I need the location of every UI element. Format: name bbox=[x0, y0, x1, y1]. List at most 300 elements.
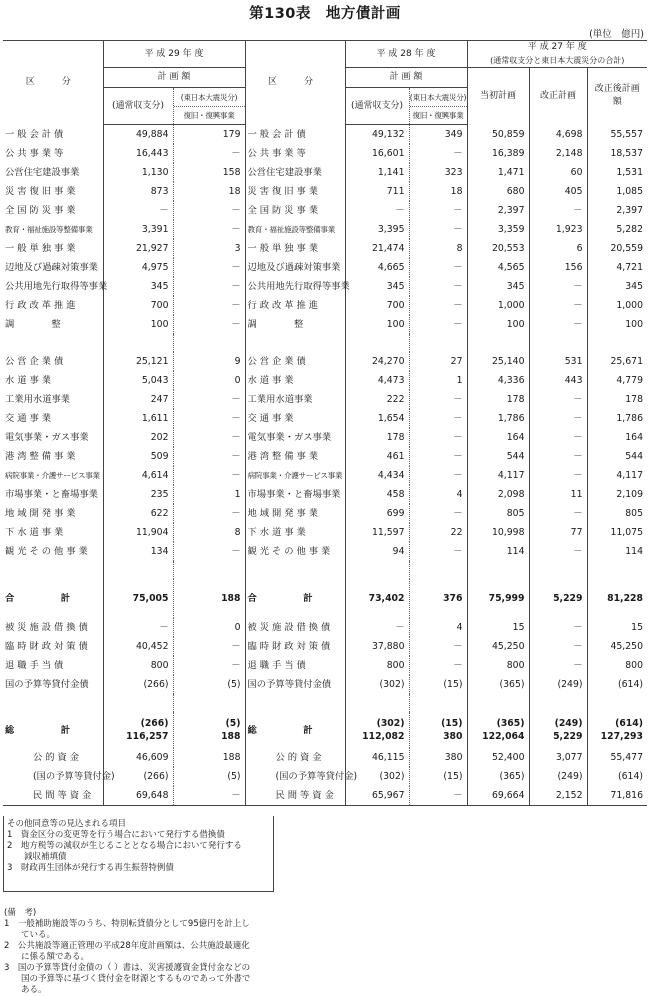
row-label-2: 観 光 そ の 他 事 業 bbox=[245, 542, 345, 561]
blank-cell bbox=[245, 334, 345, 352]
row-label-2: 公 共 事 業 等 bbox=[245, 144, 345, 163]
row-label: 災 害 復 旧 事 業 bbox=[5, 186, 76, 197]
cell-fy27-initial: (365) bbox=[467, 675, 529, 694]
blank-row bbox=[3, 561, 647, 579]
cell-fy27-revised: 178 bbox=[587, 390, 647, 409]
cell-fy27-revision: － bbox=[529, 466, 587, 485]
cell-fy27-revised: 164 bbox=[587, 428, 647, 447]
cell-fy28-shinsai: － bbox=[409, 428, 467, 447]
row-label: 観 光 そ の 他 事 業 bbox=[5, 546, 88, 557]
row-label-2: 行 政 改 革 推 進 bbox=[245, 296, 345, 315]
table-row bbox=[3, 296, 647, 315]
sokei-cell bbox=[467, 712, 529, 748]
header-row-1 bbox=[3, 41, 647, 68]
table-row bbox=[3, 656, 647, 675]
header-keikakugaku-29: 計 画 額 bbox=[103, 68, 245, 88]
cell-fy27-revised: 114 bbox=[587, 542, 647, 561]
row-label-2: 市場事業・と畜場事業 bbox=[245, 485, 345, 504]
cell-fy29-shinsai: 3 bbox=[173, 239, 245, 258]
cell-fy29-normal: 25,121 bbox=[103, 352, 173, 371]
table-row bbox=[3, 675, 647, 694]
table-row bbox=[3, 315, 647, 334]
cell-fy29-shinsai: － bbox=[173, 542, 245, 561]
cell-fy29-shinsai: 188 bbox=[173, 579, 245, 618]
sokei-row bbox=[3, 712, 647, 748]
cell-fy28-normal: 4,665 bbox=[345, 258, 409, 277]
cell-fy27-revision: － bbox=[529, 542, 587, 561]
row-label-2: 港 湾 整 備 事 業 bbox=[245, 447, 345, 466]
row-label: 地 域 開 発 事 業 bbox=[5, 508, 76, 519]
cell-fy29-normal: 235 bbox=[103, 485, 173, 504]
cell-fy29-shinsai: 9 bbox=[173, 352, 245, 371]
sokei-bracket-value: (365) bbox=[496, 718, 525, 729]
cell: (249) bbox=[529, 767, 587, 786]
cell: (266) bbox=[103, 767, 173, 786]
cell: (365) bbox=[467, 767, 529, 786]
remark-line: 3 国の予算等貸付金債の（ ）書は、災害援護資金貸付金などの bbox=[4, 963, 251, 973]
row-label: 一 般 単 独 事 業 bbox=[5, 243, 76, 254]
header-fy29: 平 成 29 年 度 bbox=[103, 41, 245, 68]
sokei-bracket-value: (302) bbox=[376, 718, 405, 729]
row-label: 被 災 施 設 借 換 債 bbox=[5, 622, 88, 633]
cell-fy27-revised: 4,117 bbox=[587, 466, 647, 485]
cell: 46,115 bbox=[345, 748, 409, 767]
table-row bbox=[3, 637, 647, 656]
cell-fy27-initial: 1,471 bbox=[467, 163, 529, 182]
row-label-2: 一 般 単 独 事 業 bbox=[245, 239, 345, 258]
blank-cell bbox=[345, 561, 409, 579]
cell-fy29-normal: 509 bbox=[103, 447, 173, 466]
blank-cell bbox=[529, 334, 587, 352]
cell-fy28-shinsai: － bbox=[409, 258, 467, 277]
footnote-line: 1 資金区分の変更等を行う場合において発行する借換債 bbox=[7, 830, 225, 840]
cell-fy29-normal: 3,391 bbox=[103, 220, 173, 239]
remark-line: に係る額である。 bbox=[4, 952, 90, 962]
cell-fy27-initial: 164 bbox=[467, 428, 529, 447]
row-label: 公 営 企 業 債 bbox=[5, 356, 64, 367]
cell-fy29-normal: 247 bbox=[103, 390, 173, 409]
row-label-2: 合 計 bbox=[245, 579, 345, 618]
cell-fy29-shinsai: － bbox=[173, 428, 245, 447]
cell-fy28-shinsai: 8 bbox=[409, 239, 467, 258]
table-row bbox=[3, 258, 647, 277]
sokei-total-value: 122,064 bbox=[482, 731, 525, 742]
blank-cell bbox=[409, 334, 467, 352]
blank-cell bbox=[245, 561, 345, 579]
sokei-cell bbox=[409, 712, 467, 748]
cell-fy27-initial: 114 bbox=[467, 542, 529, 561]
row-label-2: 工業用水道事業 bbox=[245, 390, 345, 409]
cell-fy27-revision: 2,148 bbox=[529, 144, 587, 163]
cell-fy27-revision: － bbox=[529, 409, 587, 428]
blank-cell bbox=[587, 561, 647, 579]
cell-fy29-shinsai: 179 bbox=[173, 125, 245, 145]
cell-fy28-normal: 222 bbox=[345, 390, 409, 409]
table-row bbox=[3, 409, 647, 428]
row-label: 公営住宅建設事業 bbox=[5, 167, 80, 178]
cell-fy29-normal: 5,043 bbox=[103, 371, 173, 390]
cell-fy27-revised: (614) bbox=[587, 675, 647, 694]
cell-fy28-shinsai: 376 bbox=[409, 579, 467, 618]
header-fy28: 平 成 28 年 度 bbox=[345, 41, 467, 68]
cell-fy28-normal: 461 bbox=[345, 447, 409, 466]
cell-fy27-revised: 15 bbox=[587, 618, 647, 637]
header-kubun: 区 分 bbox=[3, 41, 103, 125]
cell-fy29-shinsai: － bbox=[173, 504, 245, 523]
blank-cell bbox=[409, 694, 467, 712]
cell-fy28-shinsai: 323 bbox=[409, 163, 467, 182]
cell-fy29-normal: (266) bbox=[103, 675, 173, 694]
row-label: 一 般 会 計 債 bbox=[5, 128, 64, 140]
sokei-label: 総 計 bbox=[5, 724, 71, 736]
footnote-line: 2 地方税等の減収が生じることとなる場合において発行する bbox=[7, 841, 242, 851]
funding-label-2: (国の予算等貸付金) bbox=[245, 767, 345, 786]
cell-fy29-shinsai: － bbox=[173, 296, 245, 315]
cell-fy28-shinsai: － bbox=[409, 220, 467, 239]
header-fukkyu-28: 復旧・復興事業 bbox=[412, 110, 464, 120]
cell: 52,400 bbox=[467, 748, 529, 767]
cell-fy28-normal: 4,473 bbox=[345, 371, 409, 390]
header-kaisei: 改正計画 bbox=[529, 68, 587, 125]
funding-label-2: 公 的 資 金 bbox=[245, 748, 345, 767]
cell-fy27-initial: 50,859 bbox=[467, 125, 529, 145]
cell-fy28-shinsai: － bbox=[409, 447, 467, 466]
cell-fy28-normal: 458 bbox=[345, 485, 409, 504]
cell-fy27-initial: 25,140 bbox=[467, 352, 529, 371]
cell-fy29-shinsai: － bbox=[173, 447, 245, 466]
cell-fy27-initial: 10,998 bbox=[467, 523, 529, 542]
cell-fy27-initial: 4,117 bbox=[467, 466, 529, 485]
cell-fy29-normal: － bbox=[103, 201, 173, 220]
cell-fy29-shinsai: 1 bbox=[173, 485, 245, 504]
cell-fy27-revised: 2,397 bbox=[587, 201, 647, 220]
funding-label: 公 的 資 金 bbox=[33, 752, 80, 763]
row-label: 臨 時 財 政 対 策 債 bbox=[5, 641, 88, 652]
cell-fy29-normal: 75,005 bbox=[103, 579, 173, 618]
cell-fy27-initial: 680 bbox=[467, 182, 529, 201]
cell-fy28-shinsai: 4 bbox=[409, 618, 467, 637]
cell-fy27-initial: 2,098 bbox=[467, 485, 529, 504]
table-row bbox=[3, 390, 647, 409]
cell: 65,967 bbox=[345, 786, 409, 806]
header-fy27-sub: (通常収支分と東日本大震災分の合計) bbox=[490, 56, 625, 65]
cell-fy29-shinsai: － bbox=[173, 315, 245, 334]
table-row bbox=[3, 504, 647, 523]
row-label-2: 辺地及び過疎対策事業 bbox=[245, 258, 345, 277]
sokei-cell bbox=[345, 712, 409, 748]
blank-cell bbox=[467, 561, 529, 579]
cell-fy27-initial: 75,999 bbox=[467, 579, 529, 618]
row-label-2: 下 水 道 事 業 bbox=[245, 523, 345, 542]
cell-fy29-normal: 800 bbox=[103, 656, 173, 675]
sokei-total-value: 188 bbox=[221, 731, 241, 742]
cell-fy28-normal: 11,597 bbox=[345, 523, 409, 542]
cell-fy27-revision: － bbox=[529, 637, 587, 656]
row-label-2: 臨 時 財 政 対 策 債 bbox=[245, 637, 345, 656]
cell-fy28-shinsai: － bbox=[409, 466, 467, 485]
remarks bbox=[4, 908, 304, 996]
row-label-2: 水 道 事 業 bbox=[245, 371, 345, 390]
cell-fy29-shinsai: 158 bbox=[173, 163, 245, 182]
row-label-2: 国の予算等貸付金債 bbox=[245, 675, 345, 694]
row-label: 病院事業・介護サービス事業 bbox=[5, 471, 100, 480]
blank-cell bbox=[587, 694, 647, 712]
cell-fy28-normal: 1,141 bbox=[345, 163, 409, 182]
cell-fy29-shinsai: － bbox=[173, 466, 245, 485]
cell-fy28-shinsai: (15) bbox=[409, 675, 467, 694]
blank-cell bbox=[467, 694, 529, 712]
cell-fy28-normal: 73,402 bbox=[345, 579, 409, 618]
table-row bbox=[3, 239, 647, 258]
cell-fy27-revised: 1,085 bbox=[587, 182, 647, 201]
cell-fy29-normal: 4,975 bbox=[103, 258, 173, 277]
cell-fy29-shinsai: (5) bbox=[173, 675, 245, 694]
cell-fy29-shinsai: － bbox=[173, 390, 245, 409]
cell-fy27-revision: 1,923 bbox=[529, 220, 587, 239]
row-label: 水 道 事 業 bbox=[5, 375, 52, 386]
cell-fy27-initial: 805 bbox=[467, 504, 529, 523]
cell-fy28-normal: 699 bbox=[345, 504, 409, 523]
cell-fy27-revised: 1,531 bbox=[587, 163, 647, 182]
cell: 380 bbox=[409, 748, 467, 767]
cell-fy29-normal: 40,452 bbox=[103, 637, 173, 656]
funding-row bbox=[3, 748, 647, 767]
cell-fy28-shinsai: － bbox=[409, 201, 467, 220]
cell-fy28-normal: 24,270 bbox=[345, 352, 409, 371]
table-row bbox=[3, 163, 647, 182]
sokei-bracket-value: (15) bbox=[441, 718, 463, 729]
sokei-total-value: 127,293 bbox=[600, 731, 643, 742]
cell-fy28-shinsai: 18 bbox=[409, 182, 467, 201]
row-label: 辺地及び過疎対策事業 bbox=[5, 262, 98, 273]
sokei-cell bbox=[529, 712, 587, 748]
cell-fy28-normal: 21,474 bbox=[345, 239, 409, 258]
cell-fy29-shinsai: － bbox=[173, 144, 245, 163]
header-tsujo-29: (通常収支分) bbox=[103, 88, 173, 125]
cell-fy27-revision: － bbox=[529, 656, 587, 675]
table-row bbox=[3, 144, 647, 163]
funding-row bbox=[3, 767, 647, 786]
cell-fy29-shinsai: － bbox=[173, 656, 245, 675]
table-row bbox=[3, 542, 647, 561]
cell-fy29-shinsai: － bbox=[173, 277, 245, 296]
cell: (614) bbox=[587, 767, 647, 786]
row-label: 退 職 手 当 債 bbox=[5, 660, 64, 671]
cell-fy27-revision: 77 bbox=[529, 523, 587, 542]
blank-row bbox=[3, 334, 647, 352]
blank-cell bbox=[3, 334, 103, 352]
cell-fy27-revised: 1,786 bbox=[587, 409, 647, 428]
row-label: 工業用水道事業 bbox=[5, 394, 71, 405]
cell-fy28-normal: (302) bbox=[345, 675, 409, 694]
cell-fy27-revised: 4,779 bbox=[587, 371, 647, 390]
cell-fy29-shinsai: － bbox=[173, 201, 245, 220]
blank-cell bbox=[245, 694, 345, 712]
cell-fy28-shinsai: － bbox=[409, 296, 467, 315]
cell-fy29-shinsai: － bbox=[173, 409, 245, 428]
cell-fy29-normal: 622 bbox=[103, 504, 173, 523]
cell-fy29-normal: 4,614 bbox=[103, 466, 173, 485]
cell: 3,077 bbox=[529, 748, 587, 767]
row-label-2: 公営住宅建設事業 bbox=[245, 163, 345, 182]
cell-fy28-normal: － bbox=[345, 618, 409, 637]
header-tosho: 当初計画 bbox=[467, 68, 529, 125]
cell-fy27-revision: － bbox=[529, 447, 587, 466]
cell-fy27-initial: 345 bbox=[467, 277, 529, 296]
cell-fy28-normal: 16,601 bbox=[345, 144, 409, 163]
cell-fy27-revision: 531 bbox=[529, 352, 587, 371]
row-label-2: 被 災 施 設 借 換 債 bbox=[245, 618, 345, 637]
funding-label: (国の予算等貸付金) bbox=[33, 771, 115, 782]
blank-row bbox=[3, 694, 647, 712]
blank-cell bbox=[409, 561, 467, 579]
cell-fy29-normal: 16,443 bbox=[103, 144, 173, 163]
cell-fy28-shinsai: － bbox=[409, 542, 467, 561]
remark-line: 国の予算等に基づく貸付金を財源とするものであって外書で bbox=[4, 974, 251, 984]
cell-fy28-normal: 100 bbox=[345, 315, 409, 334]
cell-fy29-shinsai: 8 bbox=[173, 523, 245, 542]
row-label: 交 通 事 業 bbox=[5, 413, 52, 424]
header-fy27-title: 平 成 27 年 度 bbox=[527, 42, 587, 52]
row-label-2: 病院事業・介護サービス事業 bbox=[245, 466, 345, 485]
row-label: 下 水 道 事 業 bbox=[5, 527, 64, 538]
cell-fy27-revised: 5,282 bbox=[587, 220, 647, 239]
blank-cell bbox=[529, 561, 587, 579]
cell-fy28-shinsai: － bbox=[409, 656, 467, 675]
cell: 71,816 bbox=[587, 786, 647, 806]
cell-fy27-initial: 3,359 bbox=[467, 220, 529, 239]
header-fukkyu-29: 復旧・復興事業 bbox=[183, 110, 235, 120]
row-label-2: 調 整 bbox=[245, 315, 345, 334]
cell: (302) bbox=[345, 767, 409, 786]
table-row bbox=[3, 201, 647, 220]
cell-fy27-revised: 800 bbox=[587, 656, 647, 675]
header-tsujo-28: (通常収支分) bbox=[345, 88, 409, 125]
cell-fy29-normal: 202 bbox=[103, 428, 173, 447]
cell-fy28-normal: 94 bbox=[345, 542, 409, 561]
cell-fy28-shinsai: － bbox=[409, 315, 467, 334]
table-row bbox=[3, 182, 647, 201]
cell-fy27-revision: － bbox=[529, 277, 587, 296]
cell-fy27-revision: － bbox=[529, 504, 587, 523]
blank-cell bbox=[3, 694, 103, 712]
cell-fy29-shinsai: － bbox=[173, 258, 245, 277]
cell-fy28-shinsai: 22 bbox=[409, 523, 467, 542]
cell-fy29-normal: 100 bbox=[103, 315, 173, 334]
cell-fy27-revised: 544 bbox=[587, 447, 647, 466]
blank-cell bbox=[173, 334, 245, 352]
header-shinsai-29 bbox=[173, 88, 245, 125]
row-label: 国の予算等貸付金債 bbox=[5, 679, 89, 690]
cell-fy27-revised: 11,075 bbox=[587, 523, 647, 542]
table-row bbox=[3, 371, 647, 390]
cell-fy29-shinsai: 0 bbox=[173, 371, 245, 390]
footnote-line: 減収補填債 bbox=[7, 852, 67, 862]
blank-cell bbox=[345, 694, 409, 712]
cell-fy28-normal: 345 bbox=[345, 277, 409, 296]
row-label: 合 計 bbox=[5, 593, 71, 604]
cell-fy27-revised: 100 bbox=[587, 315, 647, 334]
row-label-2: 公共用地先行取得等事業 bbox=[245, 277, 345, 296]
cell-fy27-revision: 11 bbox=[529, 485, 587, 504]
cell-fy28-shinsai: 27 bbox=[409, 352, 467, 371]
blank-cell bbox=[103, 694, 173, 712]
row-label-2: 公 営 企 業 債 bbox=[245, 352, 345, 371]
cell-fy27-revised: 55,557 bbox=[587, 125, 647, 145]
cell-fy27-revision: 60 bbox=[529, 163, 587, 182]
cell-fy27-initial: 20,553 bbox=[467, 239, 529, 258]
blank-cell bbox=[587, 334, 647, 352]
cell-fy27-revision: － bbox=[529, 390, 587, 409]
cell: － bbox=[409, 786, 467, 806]
row-label: 全 国 防 災 事 業 bbox=[5, 205, 76, 216]
cell-fy29-shinsai: － bbox=[173, 220, 245, 239]
cell-fy27-revision: 405 bbox=[529, 182, 587, 201]
remark-line: (備 考) bbox=[4, 908, 37, 918]
cell-fy27-initial: 178 bbox=[467, 390, 529, 409]
funding-row bbox=[3, 786, 647, 806]
cell-fy28-normal: － bbox=[345, 201, 409, 220]
row-label: 港 湾 整 備 事 業 bbox=[5, 451, 76, 462]
table-row bbox=[3, 447, 647, 466]
cell: 46,609 bbox=[103, 748, 173, 767]
header-kaiseigo: 改正後計画額 bbox=[587, 68, 647, 125]
cell-fy28-normal: 178 bbox=[345, 428, 409, 447]
table-row bbox=[3, 579, 647, 618]
sokei-bracket-value: (266) bbox=[140, 718, 169, 729]
cell-fy27-revised: 20,559 bbox=[587, 239, 647, 258]
cell-fy27-revised: 25,671 bbox=[587, 352, 647, 371]
row-label: 公共用地先行取得等事業 bbox=[5, 281, 108, 292]
sokei-bracket-value: (249) bbox=[554, 718, 583, 729]
blank-cell bbox=[345, 334, 409, 352]
cell: 188 bbox=[173, 748, 245, 767]
cell-fy27-revised: 1,000 bbox=[587, 296, 647, 315]
cell-fy27-initial: 1,000 bbox=[467, 296, 529, 315]
cell-fy29-normal: 11,904 bbox=[103, 523, 173, 542]
cell-fy27-initial: 15 bbox=[467, 618, 529, 637]
cell-fy27-initial: 544 bbox=[467, 447, 529, 466]
cell-fy29-normal: 1,611 bbox=[103, 409, 173, 428]
cell-fy27-revised: 345 bbox=[587, 277, 647, 296]
table-row bbox=[3, 352, 647, 371]
sokei-bracket-value: (614) bbox=[615, 718, 643, 729]
table-row bbox=[3, 485, 647, 504]
table-row bbox=[3, 428, 647, 447]
header-higashi-29: (東日本大震災分) bbox=[174, 89, 245, 107]
header-keikakugaku-28: 計 画 額 bbox=[345, 68, 467, 88]
cell-fy29-normal: 21,927 bbox=[103, 239, 173, 258]
cell-fy28-normal: 700 bbox=[345, 296, 409, 315]
header-kubun-2: 区 分 bbox=[245, 41, 345, 125]
page-title: 第130表 地方債計画 bbox=[249, 6, 401, 22]
row-label: 教育・福祉施設等整備事業 bbox=[5, 225, 93, 234]
cell-fy27-revised: 81,228 bbox=[587, 579, 647, 618]
blank-cell bbox=[467, 334, 529, 352]
sokei-total-value: 112,082 bbox=[362, 731, 405, 742]
cell-fy29-normal: 345 bbox=[103, 277, 173, 296]
sokei-bracket-value: (5) bbox=[225, 718, 241, 729]
cell-fy28-normal: 37,880 bbox=[345, 637, 409, 656]
cell: 55,477 bbox=[587, 748, 647, 767]
row-label-2: 電気事業・ガス事業 bbox=[245, 428, 345, 447]
unit-label: (単位 億円) bbox=[589, 29, 644, 40]
cell-fy28-shinsai: － bbox=[409, 390, 467, 409]
cell-fy27-revised: 2,109 bbox=[587, 485, 647, 504]
local-bond-plan-table bbox=[3, 40, 647, 806]
cell-fy29-normal: 1,130 bbox=[103, 163, 173, 182]
cell-fy27-revision: － bbox=[529, 315, 587, 334]
